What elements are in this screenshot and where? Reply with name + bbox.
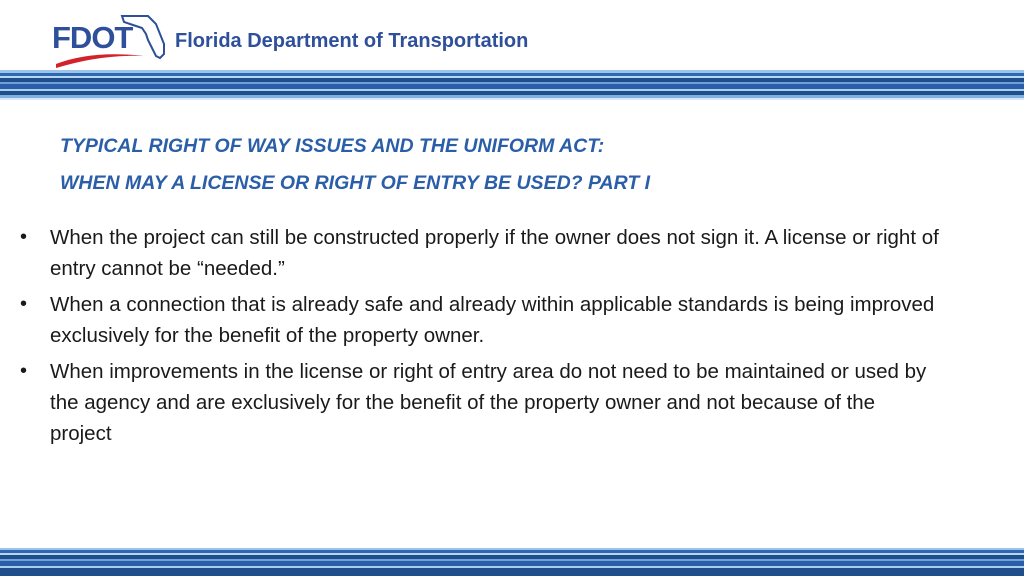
list-item — [20, 356, 940, 449]
logo-text: FDOT — [52, 20, 133, 55]
slide-title — [60, 128, 960, 202]
title-line-2: WHEN MAY A LICENSE OR RIGHT OF ENTRY BE USED? PART I — [60, 172, 651, 194]
bullet-marker: • — [20, 360, 28, 382]
list-item — [20, 222, 940, 284]
bottom-decorative-band — [0, 548, 1024, 576]
list-item — [20, 289, 940, 351]
fdot-logo — [52, 12, 170, 68]
bullet-text: When improvements in the license or right of entry area do not need to be maintained or used by the agency and are exclusively for the benefit of the property owner and not because of the project — [50, 360, 927, 445]
bullet-text: When a connection that is already safe and already within applicable standards is being improved exclusively for the benefit of the property owner. — [50, 293, 935, 347]
bullet-text: When the project can still be constructed properly if the owner does not sign it. A license or right of entry cannot be “needed.” — [50, 226, 939, 280]
bullet-marker: • — [20, 226, 28, 248]
bullet-marker: • — [20, 293, 28, 315]
title-line-1: TYPICAL RIGHT OF WAY ISSUES AND THE UNIFORM ACT: — [60, 135, 605, 157]
organization-name: Florida Department of Transportation — [175, 30, 529, 52]
bullet-list — [20, 222, 940, 454]
top-decorative-band — [0, 70, 1024, 100]
header — [0, 0, 1024, 70]
